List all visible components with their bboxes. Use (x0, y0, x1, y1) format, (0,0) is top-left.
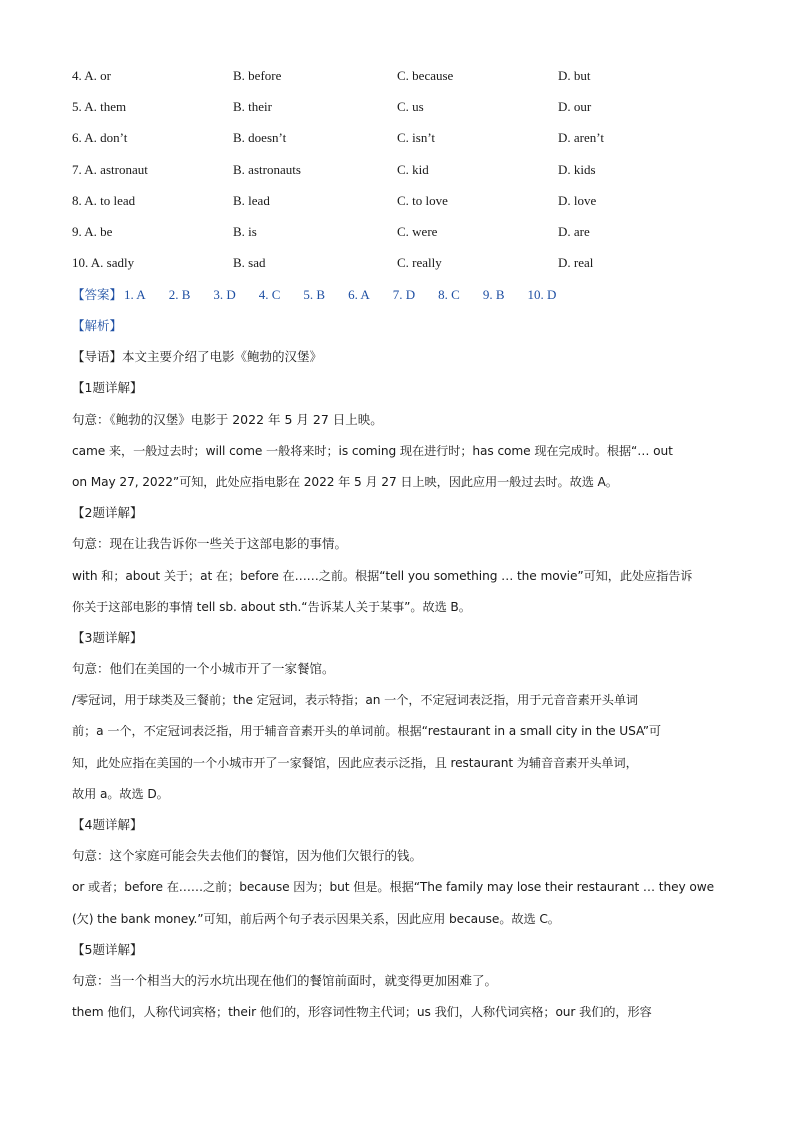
sentence-meaning: 句意：这个家庭可能会失去他们的餐馆，因为他们欠银行的钱。 (72, 848, 423, 864)
sentence-meaning: 句意：现在让我告诉你一些关于这部电影的事情。 (72, 536, 348, 552)
option-d: D. but (558, 68, 591, 83)
answer-item: 6. A (348, 287, 370, 302)
option-b: B. sad (233, 255, 266, 271)
option-row (72, 253, 732, 284)
option-c: C. were (397, 223, 438, 239)
option-b: B. doesn’t (233, 130, 287, 146)
answer-key (72, 285, 579, 305)
option-d: D. kids (558, 161, 596, 177)
sentence-meaning: 句意：他们在美国的一个小城市开了一家餐馆。 (72, 661, 335, 677)
explanation-line: with 和；about 关于；at 在；before 在……之前。根据“tell you something … the movie”可知，此处应指告诉 (72, 568, 693, 583)
explanation-line: came 来，一般过去时；will come 一般将来时；is coming 现在进行时；has come 现在完成时。根据“… out (72, 443, 673, 458)
option-row (72, 160, 732, 191)
option-row (72, 97, 732, 128)
option-row (72, 128, 732, 159)
option-row (72, 222, 732, 253)
explanation-line: 前；a 一个，不定冠词表泛指，用于辅音音素开头的单词前。根据“restaurant in a small city in the USA”可 (72, 724, 662, 739)
option-c: C. really (397, 255, 442, 271)
sentence-meaning: 句意：当一个相当大的污水坑出现在他们的餐馆前面时，就变得更加困难了。 (72, 972, 498, 988)
option-row (72, 66, 732, 97)
option-a: 8. A. to lead (72, 192, 136, 208)
explanation-line: /零冠词，用于球类及三餐前；the 定冠词，表示特指；an 一个，不定冠词表泛指，用于元音音素开头单词 (72, 693, 639, 708)
explanation-line: 知，此处应指在美国的一个小城市开了一家餐馆，因此应表示泛指，且 restaurant 为辅音音素开头单词， (72, 755, 638, 770)
explanation-line: 故用 a。故选 D。 (72, 786, 169, 801)
explanation-body (72, 316, 722, 1033)
answer-item: 2. B (168, 287, 191, 302)
explanation-line: on May 27, 2022”可知，此处应指电影在 2022 年 5 月 27 日上映，因此应用一般过去时。故选 A。 (72, 474, 618, 489)
option-b: B. is (233, 223, 257, 239)
option-d: D. our (558, 99, 592, 115)
option-b: B. lead (233, 192, 270, 208)
option-c: C. to love (397, 192, 448, 208)
question-heading: 【5题详解】 (72, 941, 143, 957)
answer-item: 9. B (482, 287, 505, 302)
explanation-line: them 他们，人称代词宾格；their 他们的，形容词性物主代词；us 我们，人称代词宾格；our 我们的，形容 (72, 1005, 652, 1020)
option-b: B. before (233, 68, 282, 83)
question-heading: 【1题详解】 (72, 380, 143, 396)
option-c: C. us (397, 99, 424, 115)
question-heading: 【3题详解】 (72, 629, 143, 645)
option-d: D. aren’t (558, 130, 604, 146)
option-a: 4. A. or (72, 68, 111, 83)
option-a: 7. A. astronaut (72, 161, 148, 177)
option-d: D. real (558, 255, 594, 271)
explanation-line: or 或者；before 在……之前；because 因为；but 但是。根据“The family may lose their restaurant … they owe (72, 880, 714, 895)
option-a: 9. A. be (72, 223, 113, 239)
answer-item: 4. C (258, 287, 281, 302)
option-d: D. are (558, 223, 590, 239)
answer-item: 1. A (124, 287, 146, 302)
answer-item: 10. D (527, 287, 557, 302)
question-heading: 【2题详解】 (72, 505, 143, 521)
intro-line: 【导语】本文主要介绍了电影《鲍勃的汉堡》 (72, 349, 323, 365)
answer-item: 8. C (438, 287, 460, 302)
option-a: 6. A. don’t (72, 130, 128, 146)
question-heading: 【4题详解】 (72, 817, 143, 832)
answer-item: 3. D (213, 287, 236, 302)
option-d: D. love (558, 192, 597, 208)
sentence-meaning: 句意：《鲍勃的汉堡》电影于 2022 年 5 月 27 日上映。 (72, 411, 383, 427)
answer-item: 7. D (392, 287, 416, 302)
option-b: B. their (233, 99, 272, 115)
answer-tag: 【答案】 (72, 287, 123, 302)
option-list (72, 66, 732, 284)
option-a: 5. A. them (72, 99, 127, 115)
option-c: C. isn’t (397, 130, 436, 146)
explanation-line: (欠) the bank money.”可知，前后两个句子表示因果关系，因此应用 because。故选 C。 (72, 911, 560, 926)
option-row (72, 191, 732, 222)
explanation-line: 你关于这部电影的事情 tell sb. about sth.“告诉某人关于某事”。故选 B。 (72, 599, 471, 614)
option-c: C. because (397, 68, 454, 83)
option-a: 10. A. sadly (72, 255, 135, 271)
answer-item: 5. B (303, 287, 326, 302)
option-b: B. astronauts (233, 161, 301, 177)
analysis-heading: 【解析】 (72, 318, 123, 333)
option-c: C. kid (397, 161, 429, 177)
